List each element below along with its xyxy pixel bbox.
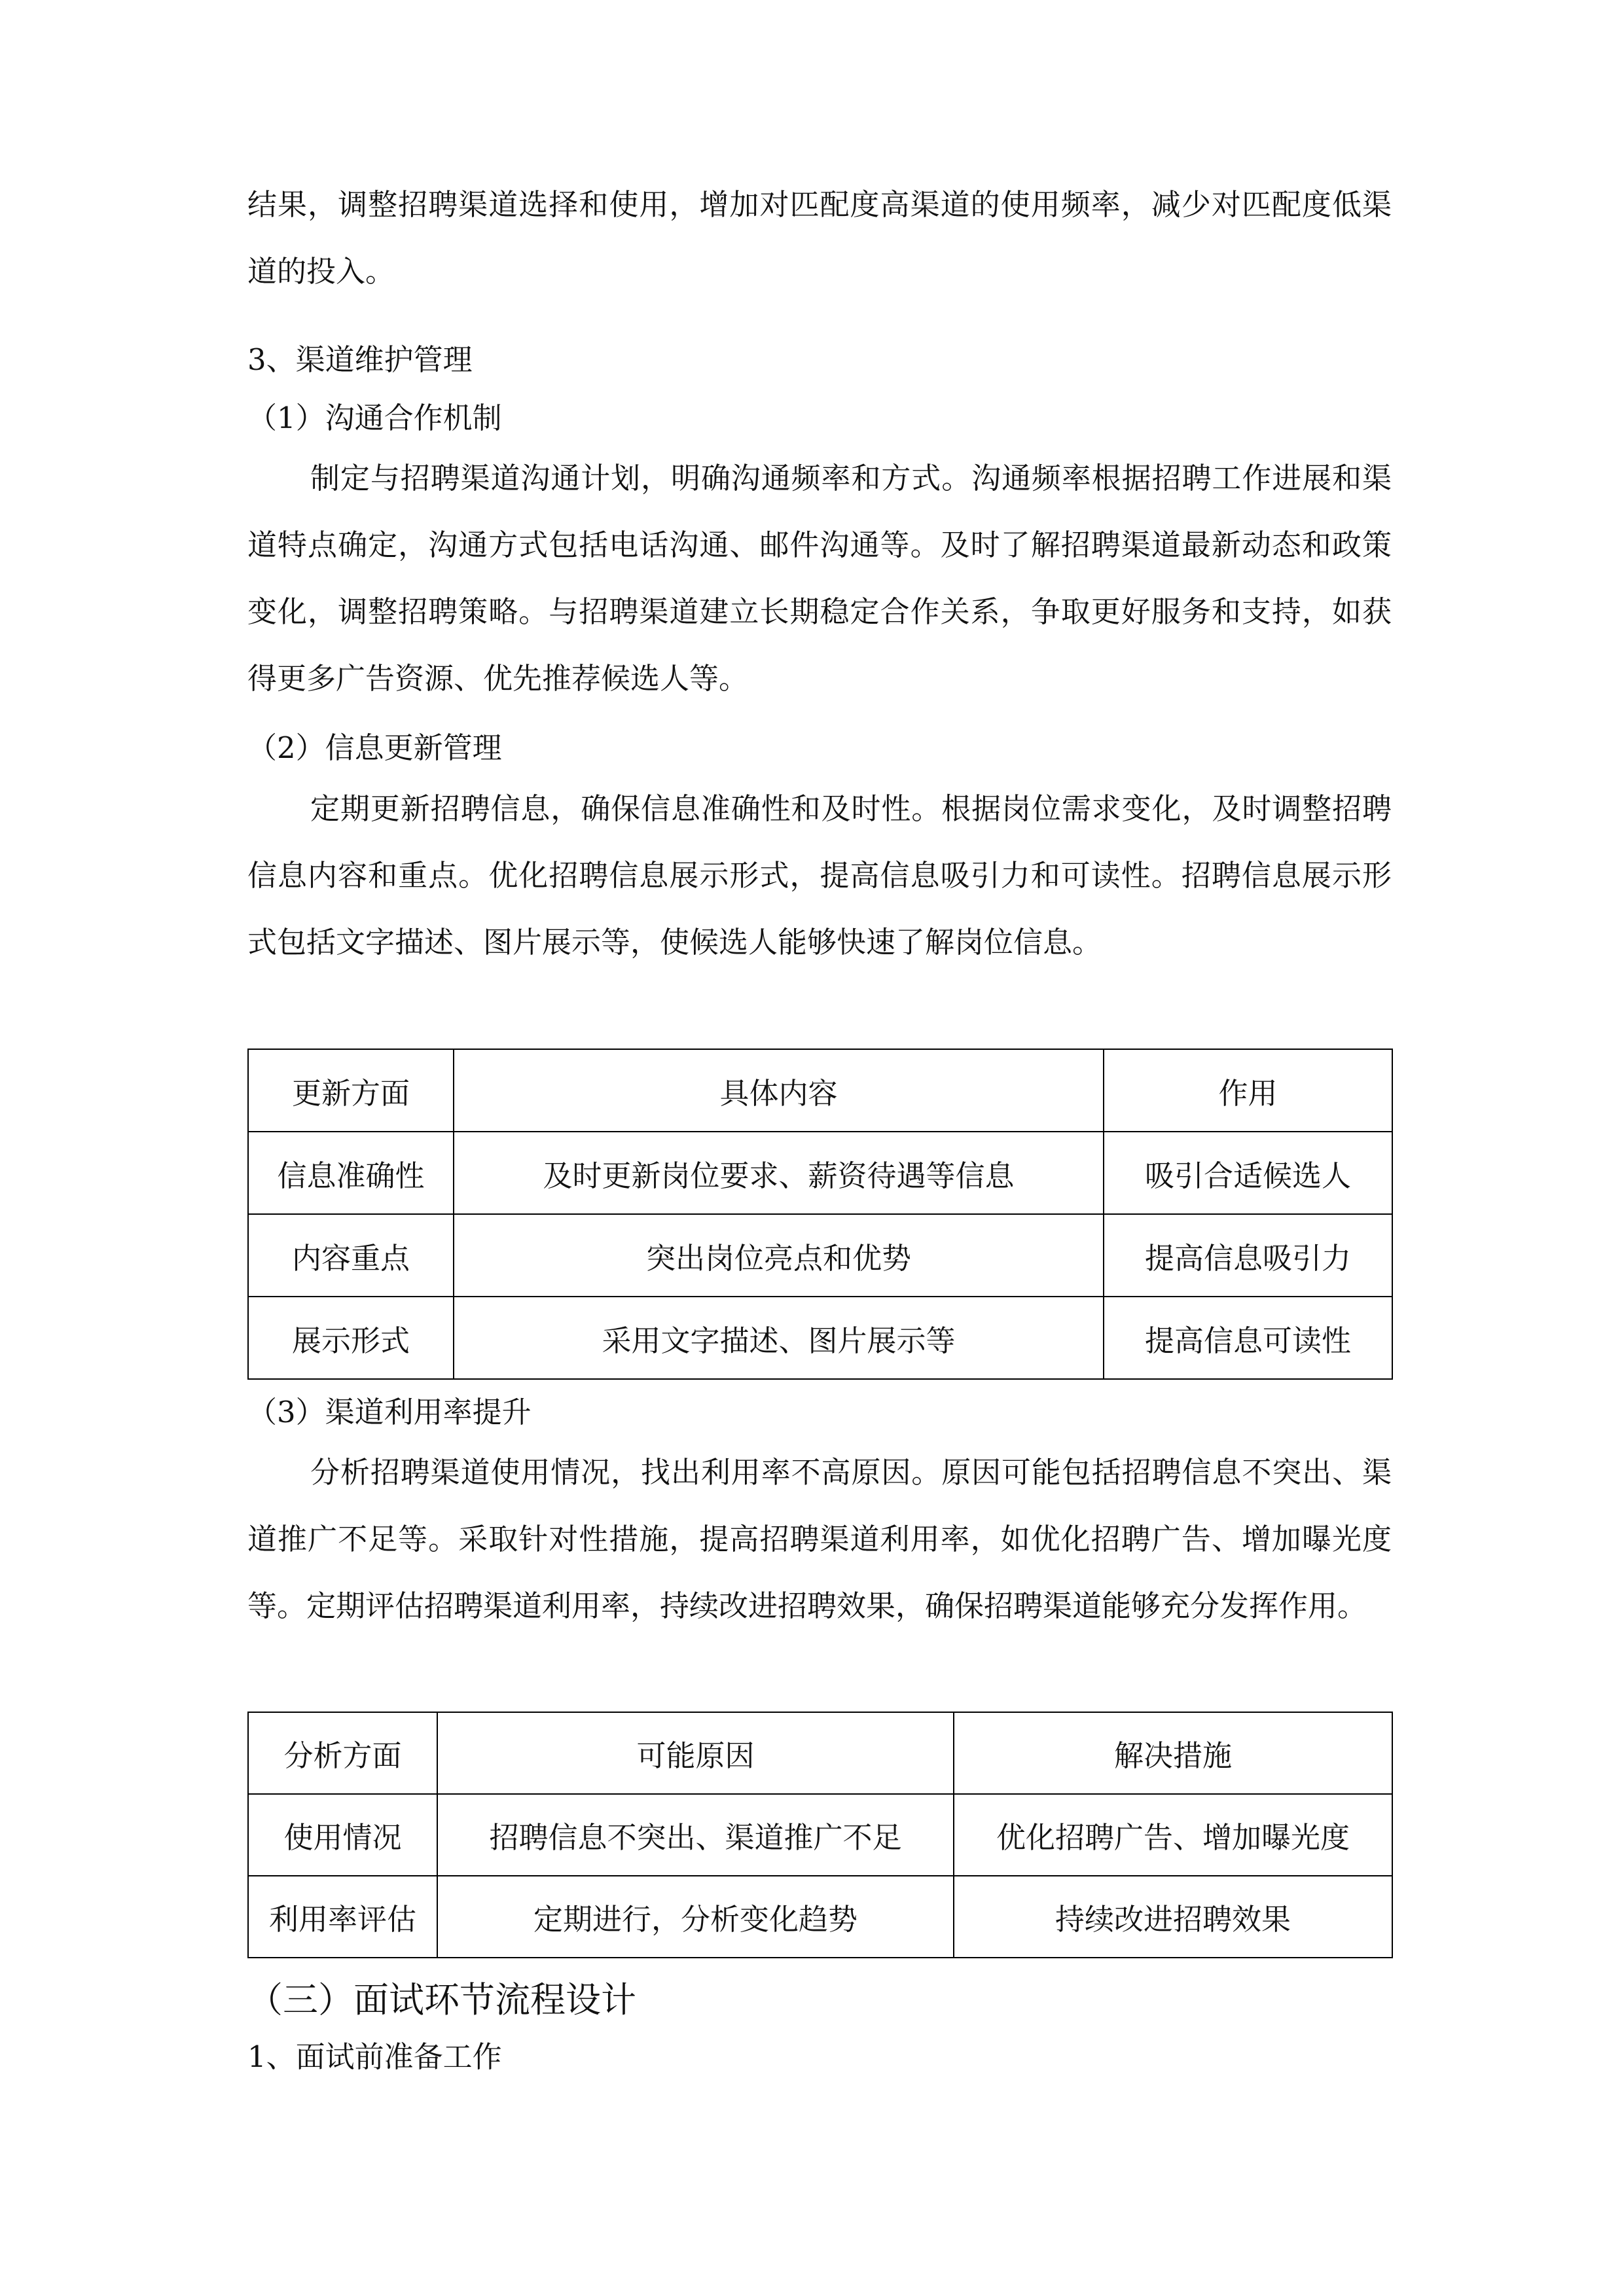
table-header-cell: 分析方面 [248, 1712, 437, 1794]
table-cell: 采用文字描述、图片展示等 [454, 1297, 1104, 1379]
section-3-title: 3、渠道维护管理 [247, 342, 473, 377]
info-update-table [247, 1049, 1393, 1380]
table-cell: 信息准确性 [248, 1132, 454, 1214]
table-row [248, 1214, 1392, 1297]
intro-paragraph: 结果，调整招聘渠道选择和使用，增加对匹配度高渠道的使用频率，减少对匹配度低渠道的投入。 [247, 187, 1392, 289]
table-cell: 使用情况 [248, 1794, 437, 1876]
table-cell: 招聘信息不突出、渠道推广不足 [437, 1794, 954, 1876]
channel-usage-table [247, 1712, 1393, 1958]
table-row [248, 1297, 1392, 1379]
table-cell: 展示形式 [248, 1297, 454, 1379]
table-cell: 持续改进招聘效果 [954, 1876, 1392, 1958]
table-cell: 定期进行，分析变化趋势 [437, 1876, 954, 1958]
table-header-row [248, 1049, 1392, 1132]
table-header-cell: 作用 [1104, 1049, 1392, 1132]
table-row [248, 1132, 1392, 1214]
subsection-1-title: （1）沟通合作机制 [247, 401, 502, 435]
table-cell: 突出岗位亮点和优势 [454, 1214, 1104, 1297]
table-header-cell: 具体内容 [454, 1049, 1104, 1132]
section-three-item-1: 1、面试前准备工作 [247, 2039, 502, 2074]
table-header-cell: 更新方面 [248, 1049, 454, 1132]
table-cell: 吸引合适候选人 [1104, 1132, 1392, 1214]
table-cell: 利用率评估 [248, 1876, 437, 1958]
document-page [247, 0, 1392, 2296]
subsection-3-title: （3）渠道利用率提升 [247, 1395, 532, 1429]
table-cell: 内容重点 [248, 1214, 454, 1297]
table-row [248, 1794, 1392, 1876]
subsection-3-body: 分析招聘渠道使用情况，找出利用率不高原因。原因可能包括招聘信息不突出、渠道推广不足等。采取针对性措施，提高招聘渠道利用率，如优化招聘广告、增加曝光度等。定期评估招聘渠道利用率，持续改进招聘效果，确保招聘渠道能够充分发挥作用。 [247, 1455, 1392, 1623]
table-cell: 优化招聘广告、增加曝光度 [954, 1794, 1392, 1876]
table-header-cell: 可能原因 [437, 1712, 954, 1794]
table-cell: 提高信息吸引力 [1104, 1214, 1392, 1297]
subsection-1-body: 制定与招聘渠道沟通计划，明确沟通频率和方式。沟通频率根据招聘工作进展和渠道特点确定，沟通方式包括电话沟通、邮件沟通等。及时了解招聘渠道最新动态和政策变化，调整招聘策略。与招聘渠道建立长期稳定合作关系，争取更好服务和支持，如获得更多广告资源、优先推荐候选人等。 [247, 461, 1392, 696]
subsection-2-body: 定期更新招聘信息，确保信息准确性和及时性。根据岗位需求变化，及时调整招聘信息内容和重点。优化招聘信息展示形式，提高信息吸引力和可读性。招聘信息展示形式包括文字描述、图片展示等，使候选人能够快速了解岗位信息。 [247, 791, 1392, 960]
section-three-title: （三）面试环节流程设计 [247, 1979, 636, 2020]
table-cell: 提高信息可读性 [1104, 1297, 1392, 1379]
table-header-row [248, 1712, 1392, 1794]
table-header-cell: 解决措施 [954, 1712, 1392, 1794]
subsection-2-title: （2）信息更新管理 [247, 730, 502, 765]
table-cell: 及时更新岗位要求、薪资待遇等信息 [454, 1132, 1104, 1214]
table-row [248, 1876, 1392, 1958]
